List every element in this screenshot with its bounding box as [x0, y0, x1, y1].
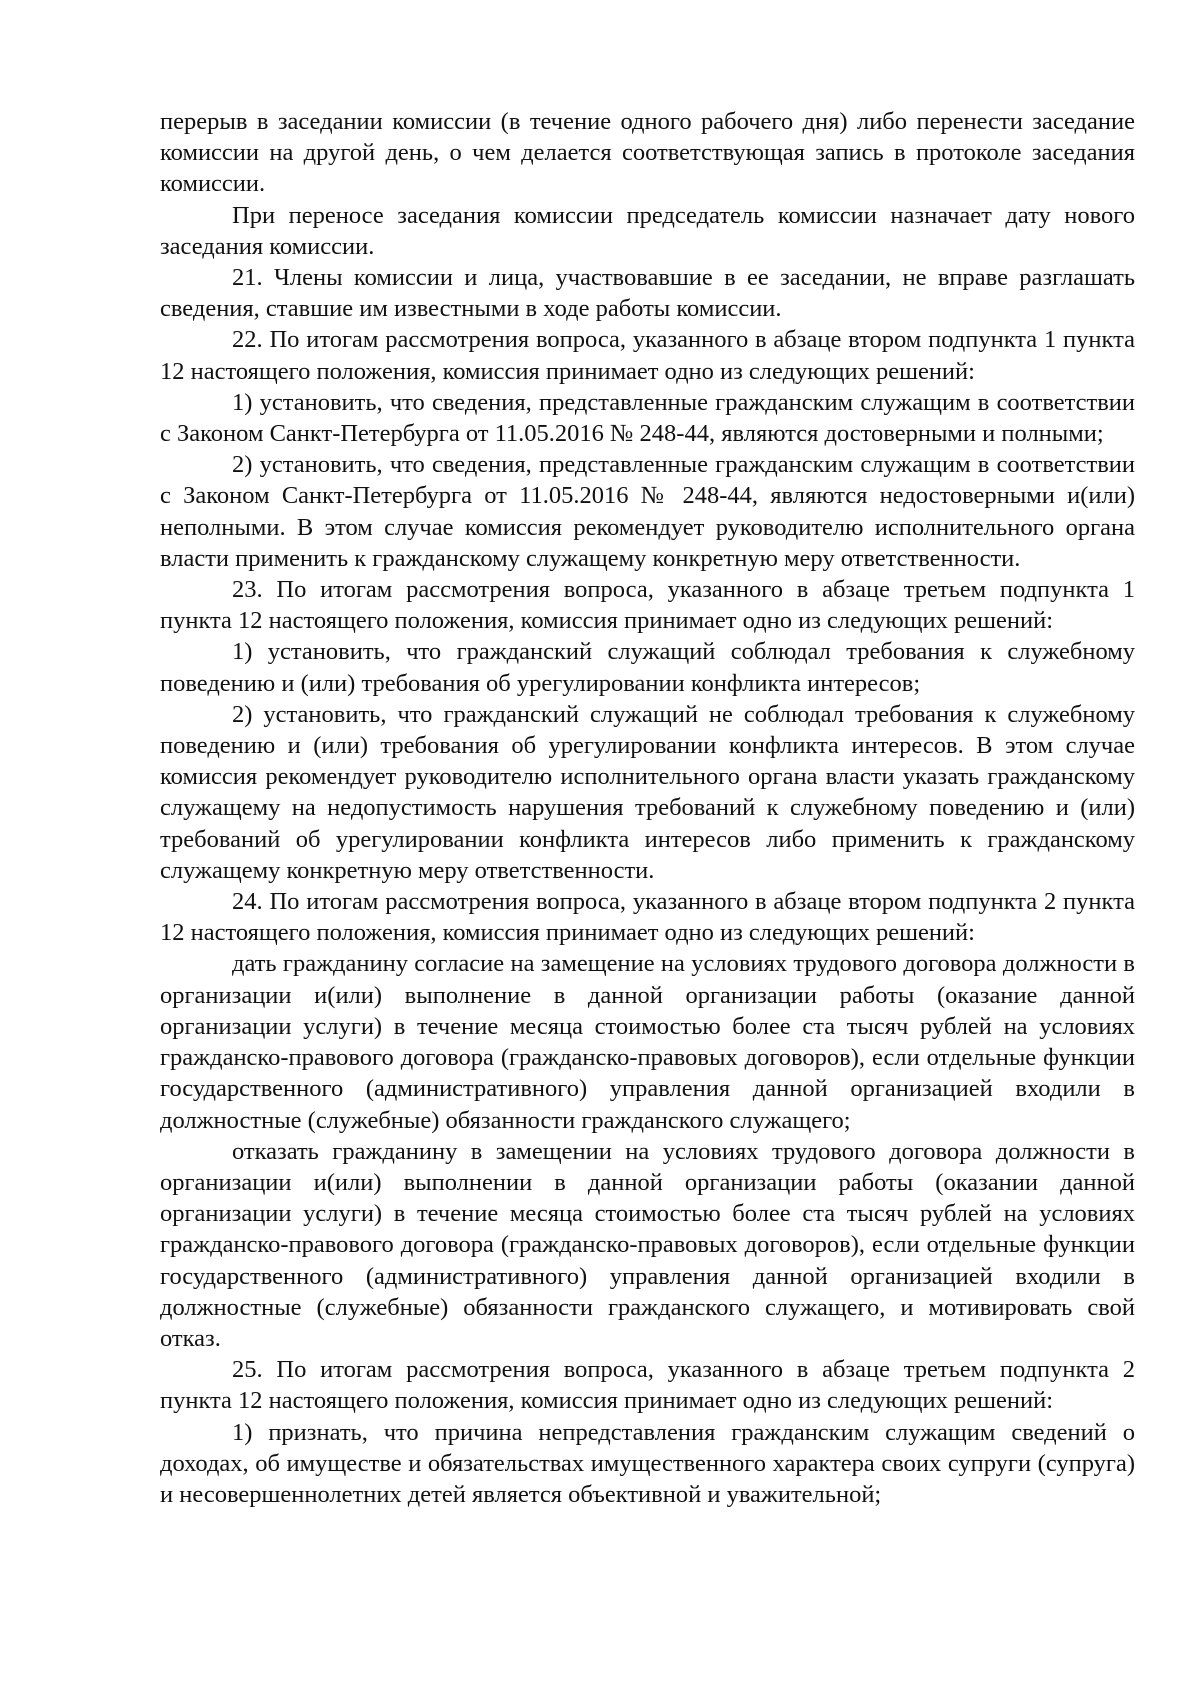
document-body	[160, 106, 1135, 1510]
paragraph-22: 22. По итогам рассмотрения вопроса, указанного в абзаце втором подпункта 1 пункта 12 настоящего положения, комиссия принимает одно из следующих решений:	[160, 326, 1135, 385]
paragraph-24-consent: дать гражданину согласие на замещение на условиях трудового договора должности в организации и(или) выполнение в данной организации работы (оказание данной организации услуги) в течение месяца стоимостью более ста тысяч рублей на условиях гражданско-правового договора (гражданско-правовых договоров), если отдельные функции государственного (административного) управления данной организацией входили в должностные (служебные) обязанности гражданского служащего;	[160, 950, 1135, 1134]
paragraph-23: 23. По итогам рассмотрения вопроса, указанного в абзаце третьем подпункта 1 пункта 12 настоящего положения, комиссия принимает одно из следующих решений:	[160, 576, 1135, 635]
paragraph-24-refusal: отказать гражданину в замещении на условиях трудового договора должности в организации и(или) выполнении в данной организации работы (оказании данной организации услуги) в течение месяца стоимостью более ста тысяч рублей на условиях гражданско-правового договора (гражданско-правовых договоров), если отдельные функции государственного (административного) управления данной организацией входили в должностные (служебные) обязанности гражданского служащего, и мотивировать свой отказ.	[160, 1137, 1135, 1352]
paragraph-postponement: При переносе заседания комиссии председатель комиссии назначает дату нового заседания комиссии.	[160, 201, 1135, 260]
paragraph-25-item-1: 1) признать, что причина непредставления гражданским служащим сведений о доходах, об имуществе и обязательствах имущественного характера своих супруги (супруга) и несовершеннолетних детей является объективной и уважительной;	[160, 1418, 1135, 1508]
paragraph-21: 21. Члены комиссии и лица, участвовавшие в ее заседании, не вправе разглашать сведения, ставшие им известными в ходе работы комиссии.	[160, 264, 1135, 323]
paragraph-continuation: перерыв в заседании комиссии (в течение одного рабочего дня) либо перенести заседание комиссии на другой день, о чем делается соответствующая запись в протоколе заседания комиссии.	[160, 108, 1135, 198]
paragraph-23-item-1: 1) установить, что гражданский служащий соблюдал требования к служебному поведению и (или) требования об урегулировании конфликта интересов;	[160, 638, 1135, 697]
paragraph-25: 25. По итогам рассмотрения вопроса, указанного в абзаце третьем подпункта 2 пункта 12 настоящего положения, комиссия принимает одно из следующих решений:	[160, 1356, 1135, 1415]
paragraph-24: 24. По итогам рассмотрения вопроса, указанного в абзаце втором подпункта 2 пункта 12 настоящего положения, комиссия принимает одно из следующих решений:	[160, 888, 1135, 947]
paragraph-23-item-2: 2) установить, что гражданский служащий не соблюдал требования к служебному поведению и (или) требования об урегулировании конфликта интересов. В этом случае комиссия рекомендует руководителю исполнительного органа власти указать гражданскому служащему на недопустимость нарушения требований к служебному поведению и (или) требований об урегулировании конфликта интересов либо применить к гражданскому служащему конкретную меру ответственности.	[160, 700, 1135, 884]
paragraph-22-item-2: 2) установить, что сведения, представленные гражданским служащим в соответствии с Законом Санкт-Петербурга от 11.05.2016 № 248-44, являются недостоверными и(или) неполными. В этом случае комиссия рекомендует руководителю исполнительного органа власти применить к гражданскому служащему конкретную меру ответственности.	[160, 451, 1135, 572]
paragraph-22-item-1: 1) установить, что сведения, представленные гражданским служащим в соответствии с Законом Санкт-Петербурга от 11.05.2016 № 248-44, являются достоверными и полными;	[160, 388, 1135, 448]
